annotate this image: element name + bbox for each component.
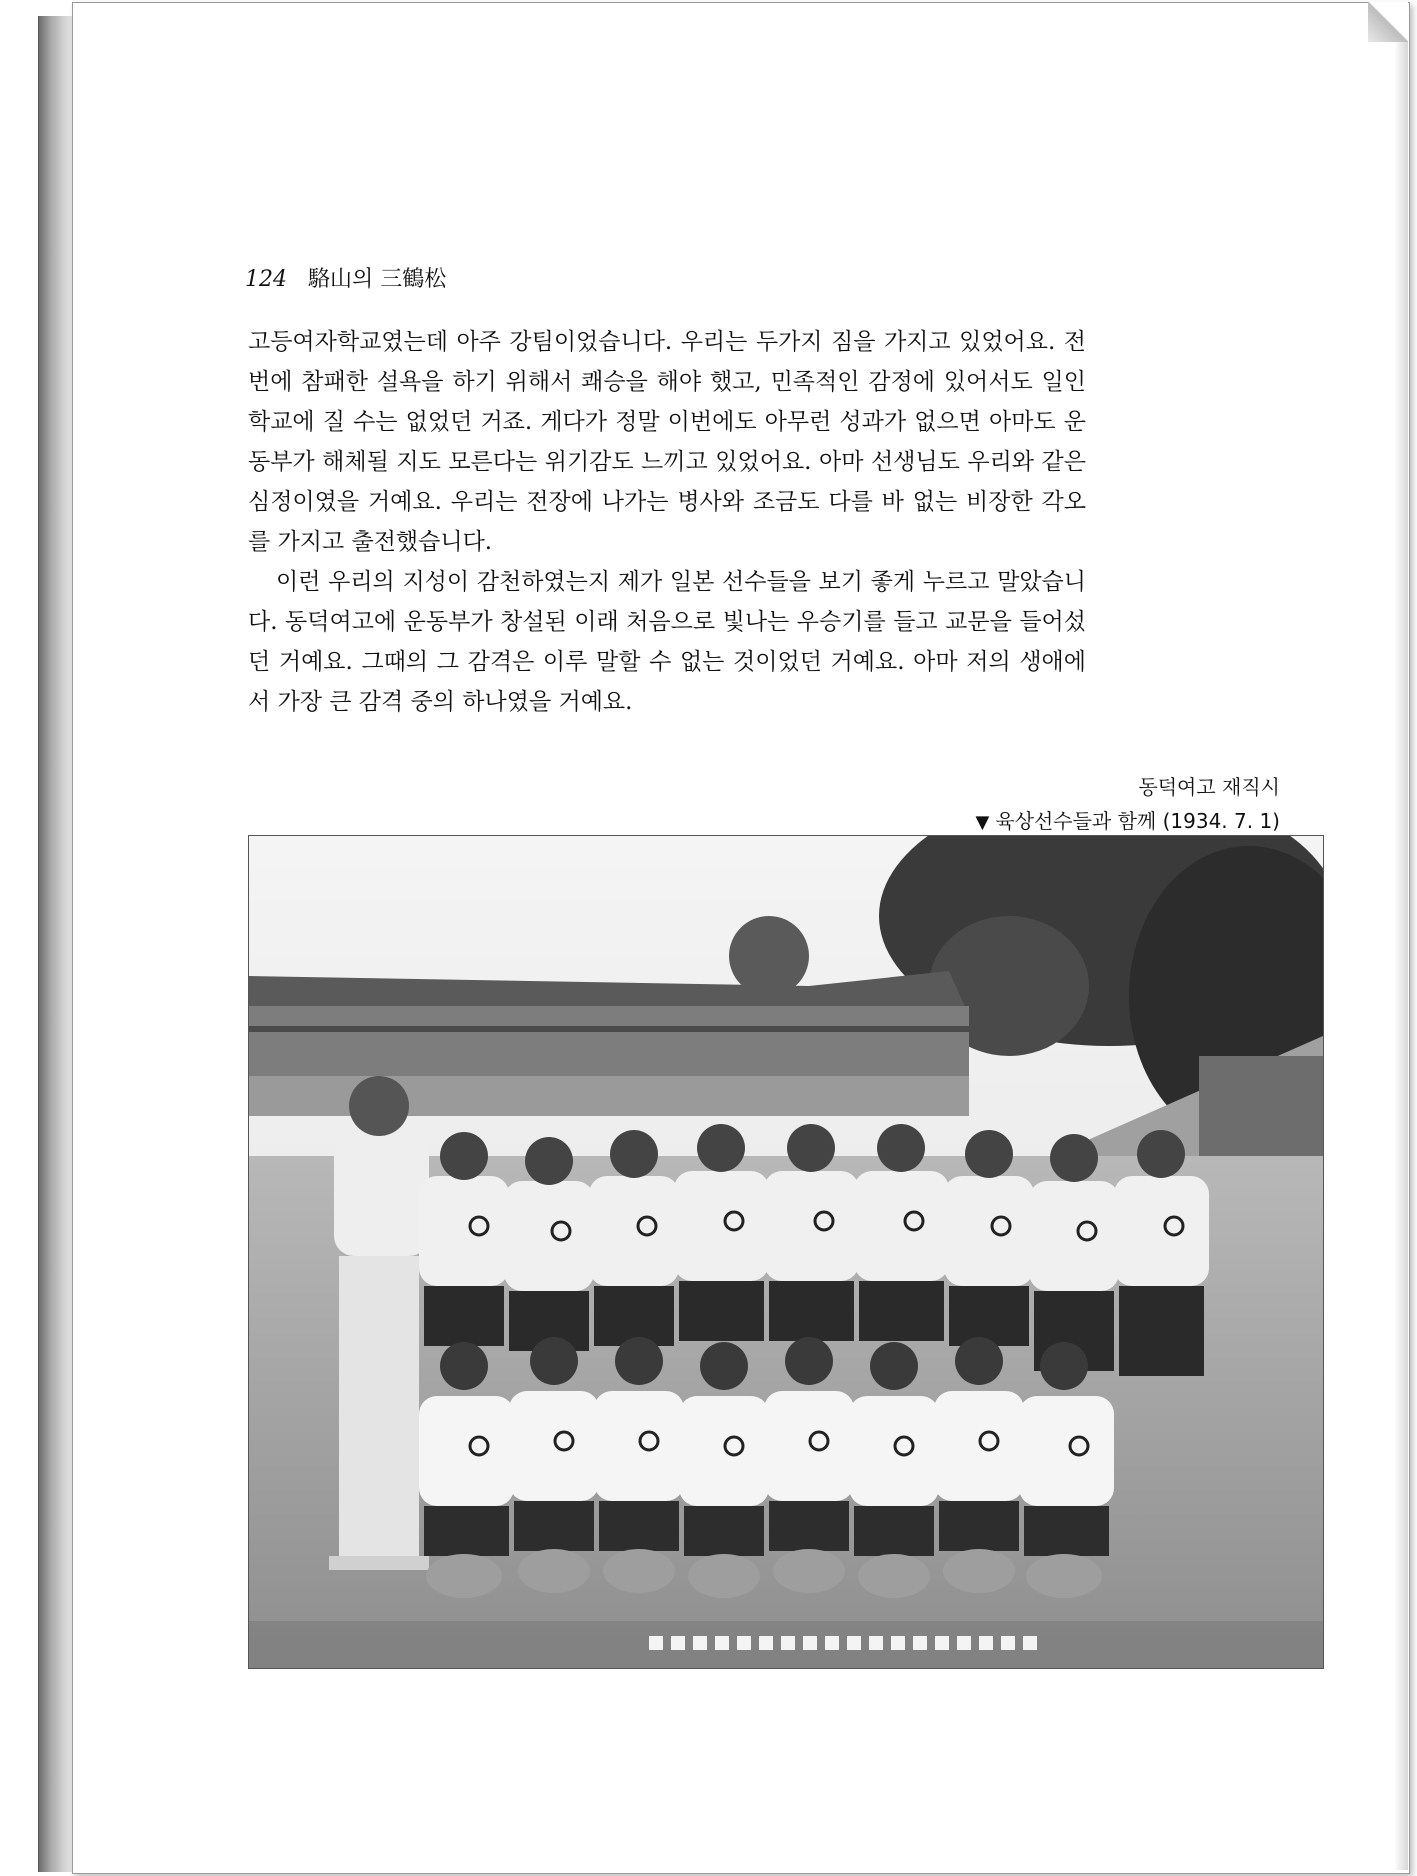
page-edge	[1394, 20, 1408, 1870]
caption-line-2-text: 육상선수들과 함께 (1934. 7. 1)	[995, 809, 1280, 833]
page-number: 124	[245, 267, 287, 292]
caption-line-1: 동덕여고 재직시	[1138, 775, 1280, 799]
paragraph-1: 고등여자학교였는데 아주 강팀이었습니다. 우리는 두가지 짐을 가지고 있었어요. 전번에 참패한 설욕을 하기 위해서 쾌승을 해야 했고, 민족적인 감정에 있어서도 일인 학교에 질 수는 없었던 거죠. 게다가 정말 이번에도 아무런 성과가 없으면 아마도 운동부가 해체될 지도 모른다는 위기감도 느끼고 있었어요. 아마 선생님도 우리와 같은 심정이였을 거예요. 우리는 전장에 나가는 병사와 조금도 다를 바 없는 비장한 각오를 가지고 출전했습니다.	[248, 329, 1086, 555]
page-corner-curl	[1368, 2, 1408, 42]
photo-caption	[895, 770, 1280, 840]
group-photo	[248, 835, 1324, 1669]
paragraph-2: 이런 우리의 지성이 감천하였는지 제가 일본 선수들을 보기 좋게 누르고 말았습니다. 동덕여고에 운동부가 창설된 이래 처음으로 빛나는 우승기를 들고 교문을 들어섰던 거예요. 그때의 그 감격은 이루 말할 수 없는 것이었던 거예요. 아마 저의 생애에서 가장 큰 감격 중의 하나였을 거예요.	[248, 569, 1086, 715]
book-spine	[38, 16, 73, 1872]
body-text	[248, 322, 1086, 722]
running-head	[245, 262, 446, 293]
triangle-down-icon: ▼	[975, 812, 990, 833]
group-photo-image	[249, 836, 1323, 1668]
book-title: 駱山의 三鶴松	[308, 267, 447, 292]
